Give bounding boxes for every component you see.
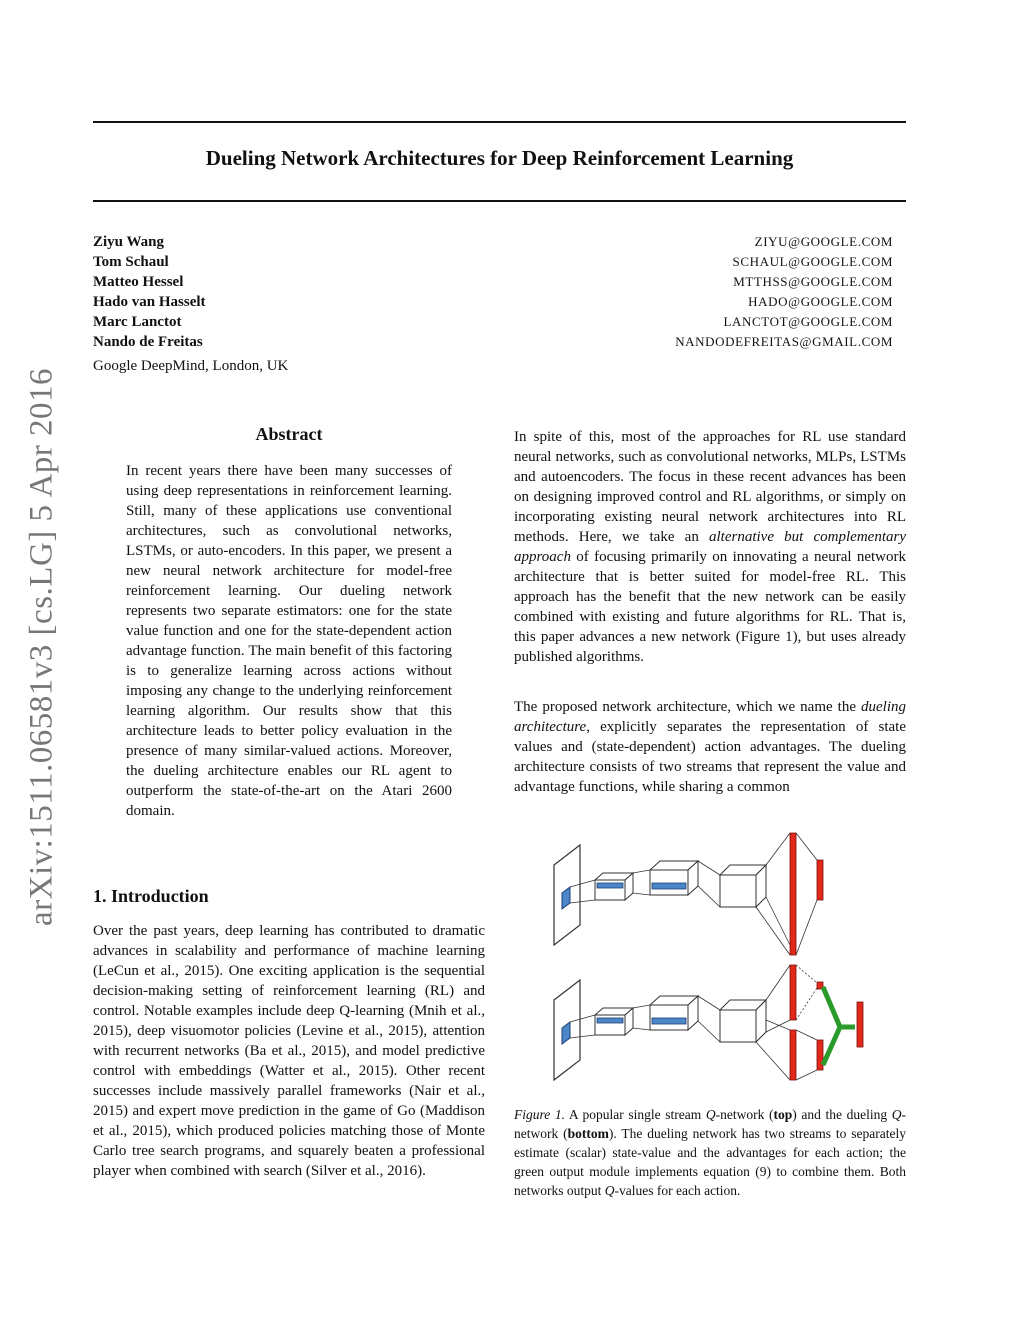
paper-title: Dueling Network Architectures for Deep Reinforcement Learning (205, 146, 794, 170)
author-email: SCHAUL@GOOGLE.COM (732, 254, 893, 269)
right-column-paragraph-2 (514, 697, 906, 797)
abstract-text: In recent years there have been many successes of using deep representations in reinforcement learning. Still, many of these applications use conventional architectures, such as convolutional networks, LSTMs, or auto-encoders. In this paper, we present a new neural network architecture for model-free reinforcement learning. Our dueling network represents two separate estimators: one for the state value function and one for the state-dependent action advantage function. The main benefit of this factoring is to generalize learning across actions without imposing any change to the underlying reinforcement learning algorithm. Our results show that this architecture leads to better policy evaluation in the presence of many similar-valued actions. Moreover, the dueling architecture enables our RL agent to outperform the state-of-the-art on the Atari 2600 domain. (126, 463, 452, 819)
q-value-output (857, 1002, 863, 1047)
title-rule-bottom (93, 200, 906, 202)
connector-line (698, 861, 720, 875)
connector-line (698, 996, 720, 1010)
advantage-output (817, 1040, 823, 1070)
emphasis-bold: bottom (567, 1126, 609, 1141)
text-span: The proposed network architecture, which we name the (514, 699, 861, 715)
conv-block (720, 865, 766, 907)
author-email: LANCTOT@GOOGLE.COM (723, 314, 893, 329)
connector-line (796, 988, 817, 1020)
author-row (93, 294, 893, 314)
emphasis-text: alternative but complementary approach (514, 529, 906, 565)
author-row (93, 234, 893, 254)
connector-line (766, 965, 790, 1000)
author-email: NANDODEFREITAS@GMAIL.COM (675, 334, 893, 349)
single-stream-network (554, 833, 823, 955)
conv-block (595, 873, 633, 900)
text-span: A popular single stream (565, 1107, 706, 1122)
introduction-heading: 1. Introduction (93, 886, 209, 906)
connector-line (756, 1042, 790, 1080)
right-column-paragraph-1 (514, 427, 906, 667)
introduction-text: Over the past years, deep learning has contributed to dramatic advances in scalability and performance of machine learning (LeCun et al., 2015). One exciting application is the sequential decision-making setting of reinforcement learning (RL) and control. Notable examples include deep Q-learning (Mnih et al., 2015), deep visuomotor policies (Levine et al., 2015), attention with recurrent networks (Ba et al., 2015), and model predictive control with embeddings (Watter et al., 2015). Other recent successes include massively parallel frameworks (Nair et al., 2015) and expert move prediction in the game of Go (Maddison et al., 2015), which produced policies matching those of Monte Carlo tree search programs, and squarely beaten a professional player when combined with search (Silver et al., 2016). (93, 923, 485, 1179)
dueling-network (554, 965, 863, 1080)
text-span: -network ( (514, 1107, 906, 1141)
author-row (93, 314, 893, 334)
q-value-output (817, 860, 823, 900)
abstract-heading: Abstract (255, 424, 323, 444)
connector-line (796, 1070, 817, 1080)
emphasis-bold: top (773, 1107, 793, 1122)
text-span: of focusing primarily on innovating a neural network architecture that is better suited for model-free RL. This approach has the benefit that the new network can be easily combined with existing and future algorithms for RL. That is, this paper advances a new network (Figure 1), but uses already published algorithms. (514, 549, 906, 665)
math-q: Q (705, 1107, 716, 1122)
arxiv-stamp: arXiv:1511.06581v3 [cs.LG] 5 Apr 2016 (23, 367, 60, 927)
caption-label: Figure 1. (514, 1107, 565, 1122)
conv-block (720, 1000, 766, 1042)
text-span: ). The dueling network has two streams to separately estimate (scalar) state-value and the advantages for each action; the green output module implements equation (9) to combine them. Both networks output (514, 1126, 906, 1198)
conv-feature-map (652, 1018, 686, 1024)
author-name: Hado van Hasselt (93, 294, 206, 310)
math-q: Q (891, 1107, 902, 1122)
connector-line (796, 965, 817, 983)
text-span: ) and the dueling (792, 1107, 892, 1122)
text-span: In spite of this, most of the approaches for RL use standard neural networks, such as convolutional networks, MLPs, LSTMs and autoencoders. The focus in these recent advances has been on designing improved control and RL algorithms, or simply on incorporating existing neural network architectures into RL methods. Here, we take an (514, 429, 906, 545)
author-row (93, 254, 893, 274)
affiliation: Google DeepMind, London, UK (93, 358, 289, 374)
math-q: Q (604, 1183, 615, 1198)
author-name: Tom Schaul (93, 254, 169, 270)
fully-connected-layer (790, 833, 796, 955)
figure-caption (514, 1105, 906, 1200)
connector-line (698, 1021, 720, 1042)
author-email: MTTHSS@GOOGLE.COM (733, 274, 893, 289)
combining-module (823, 987, 855, 1065)
title-rule-top (93, 121, 906, 123)
connector-line (633, 893, 650, 895)
author-row (93, 274, 893, 294)
advantage-stream-layer (790, 1030, 796, 1080)
text-span: , explicitly separates the representation of state values and (state-dependent) action advantages. The dueling architecture consists of two streams that represent the value and advantage functions, while sharing a common (514, 719, 906, 795)
connector-line (796, 900, 817, 955)
conv-block (650, 996, 698, 1030)
connector-line (766, 833, 790, 865)
conv-feature-map (597, 883, 623, 888)
author-name: Matteo Hessel (93, 274, 184, 290)
author-name: Ziyu Wang (93, 234, 165, 250)
network-architecture-figure (540, 825, 890, 1095)
text-span: -values for each action. (614, 1183, 741, 1198)
conv-block (650, 861, 698, 895)
connector-line (633, 870, 650, 873)
connector-line (633, 1028, 650, 1030)
connector-line (796, 833, 817, 860)
conv-feature-map (597, 1018, 623, 1023)
author-email: HADO@GOOGLE.COM (748, 294, 893, 309)
conv-feature-map (652, 883, 686, 889)
text-span: -network ( (715, 1107, 774, 1122)
connector-line (633, 1005, 650, 1008)
conv-block (595, 1008, 633, 1035)
author-name: Marc Lanctot (93, 314, 182, 330)
author-email: ZIYU@GOOGLE.COM (754, 234, 893, 249)
connector-line (698, 886, 720, 907)
connector-line (756, 907, 790, 955)
author-row (93, 334, 893, 354)
author-name: Nando de Freitas (93, 334, 203, 350)
connector-line (796, 1030, 817, 1040)
emphasis-text: dueling architecture (514, 699, 906, 735)
value-stream-layer (790, 965, 796, 1020)
